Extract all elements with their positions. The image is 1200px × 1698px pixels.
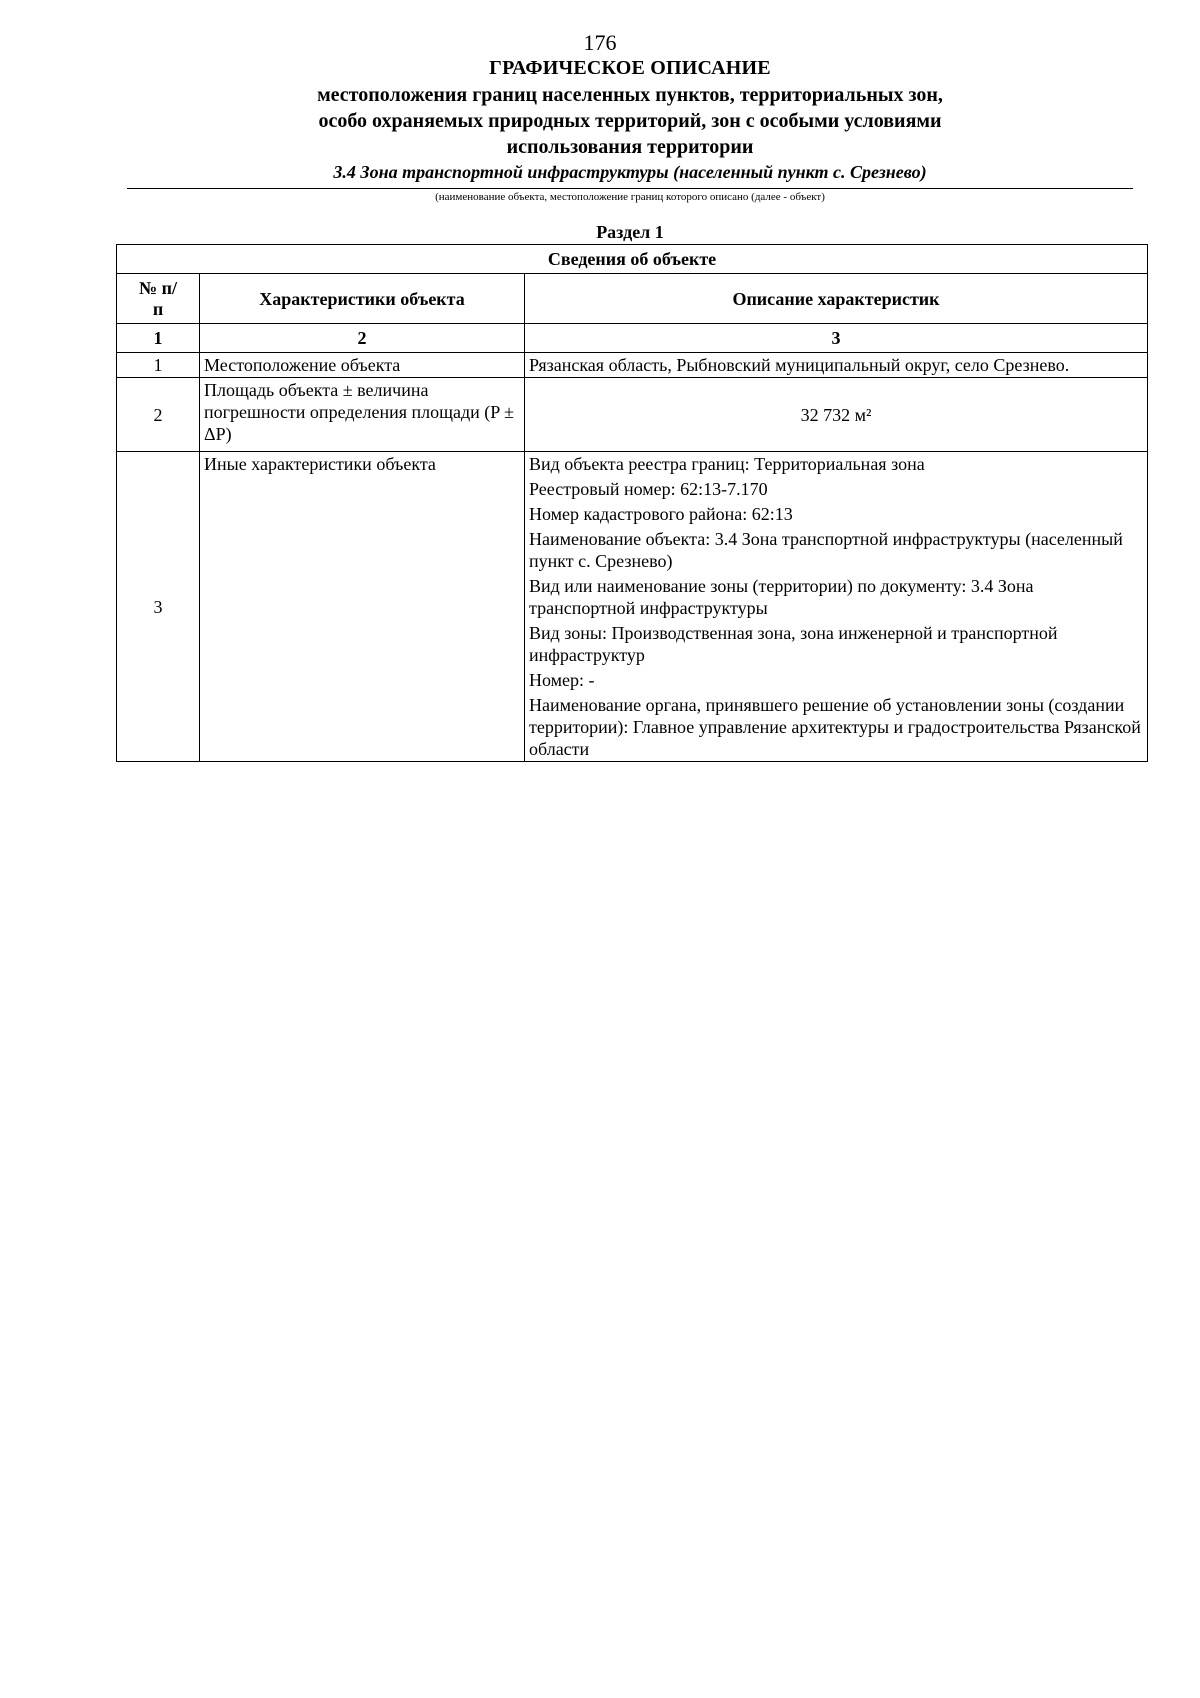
description-line: Наименование объекта: 3.4 Зона транспортной инфраструктуры (населенный пункт с. Срезнево)	[529, 529, 1123, 571]
column-number-row	[117, 324, 1148, 353]
row-description: 32 732 м²	[525, 378, 1148, 452]
header-description: Описание характеристик	[525, 274, 1148, 324]
row-number: 3	[117, 452, 200, 762]
row-characteristic: Площадь объекта ± величина погрешности определения площади (P ± ΔP)	[200, 378, 525, 452]
description-line: Наименование органа, принявшего решение об установлении зоны (создании территории): Главное управление архитектуры и градостроительства Рязанской области	[529, 695, 1141, 759]
header-characteristic: Характеристики объекта	[200, 274, 525, 324]
header-number: № п/п	[117, 274, 200, 324]
description-line: Вид зоны: Производственная зона, зона инженерной и транспортной инфраструктур	[529, 623, 1058, 665]
description-line: Номер: -	[529, 670, 595, 690]
column-number: 2	[200, 324, 525, 353]
table-row	[117, 452, 1148, 762]
row-number: 1	[117, 353, 200, 378]
row-number: 2	[117, 378, 200, 452]
row-characteristic: Местоположение объекта	[200, 353, 525, 378]
object-caption: (наименование объекта, местоположение границ которого описано (далее - объект)	[435, 191, 825, 203]
description-line: Вид или наименование зоны (территории) по документу: 3.4 Зона транспортной инфраструктуры	[529, 576, 1034, 618]
object-info-table	[116, 244, 1148, 762]
description-line: Вид объекта реестра границ: Территориальная зона	[529, 454, 925, 474]
table-caption-row	[117, 245, 1148, 274]
section-title: Раздел 1	[596, 222, 664, 242]
object-name-underline	[127, 188, 1133, 189]
object-name: 3.4 Зона транспортной инфраструктуры (населенный пункт с. Срезнево)	[333, 162, 927, 182]
row-characteristic: Иные характеристики объекта	[200, 452, 525, 762]
table-row	[117, 378, 1148, 452]
row-description	[525, 452, 1148, 762]
document-title: ГРАФИЧЕСКОЕ ОПИСАНИЕ	[489, 57, 771, 79]
page-number: 176	[583, 30, 617, 55]
column-number: 3	[525, 324, 1148, 353]
table-row	[117, 353, 1148, 378]
description-line: Реестровый номер: 62:13-7.170	[529, 479, 768, 499]
column-number: 1	[117, 324, 200, 353]
table-caption: Сведения об объекте	[117, 245, 1148, 274]
description-line: Номер кадастрового района: 62:13	[529, 504, 793, 524]
table-header-row	[117, 274, 1148, 324]
document-subtitle: местоположения границ населенных пунктов, территориальных зон, особо охраняемых природных территорий, зон с особыми условиями использования территории	[317, 84, 943, 158]
row-description: Рязанская область, Рыбновский муниципальный округ, село Срезнево.	[525, 353, 1148, 378]
